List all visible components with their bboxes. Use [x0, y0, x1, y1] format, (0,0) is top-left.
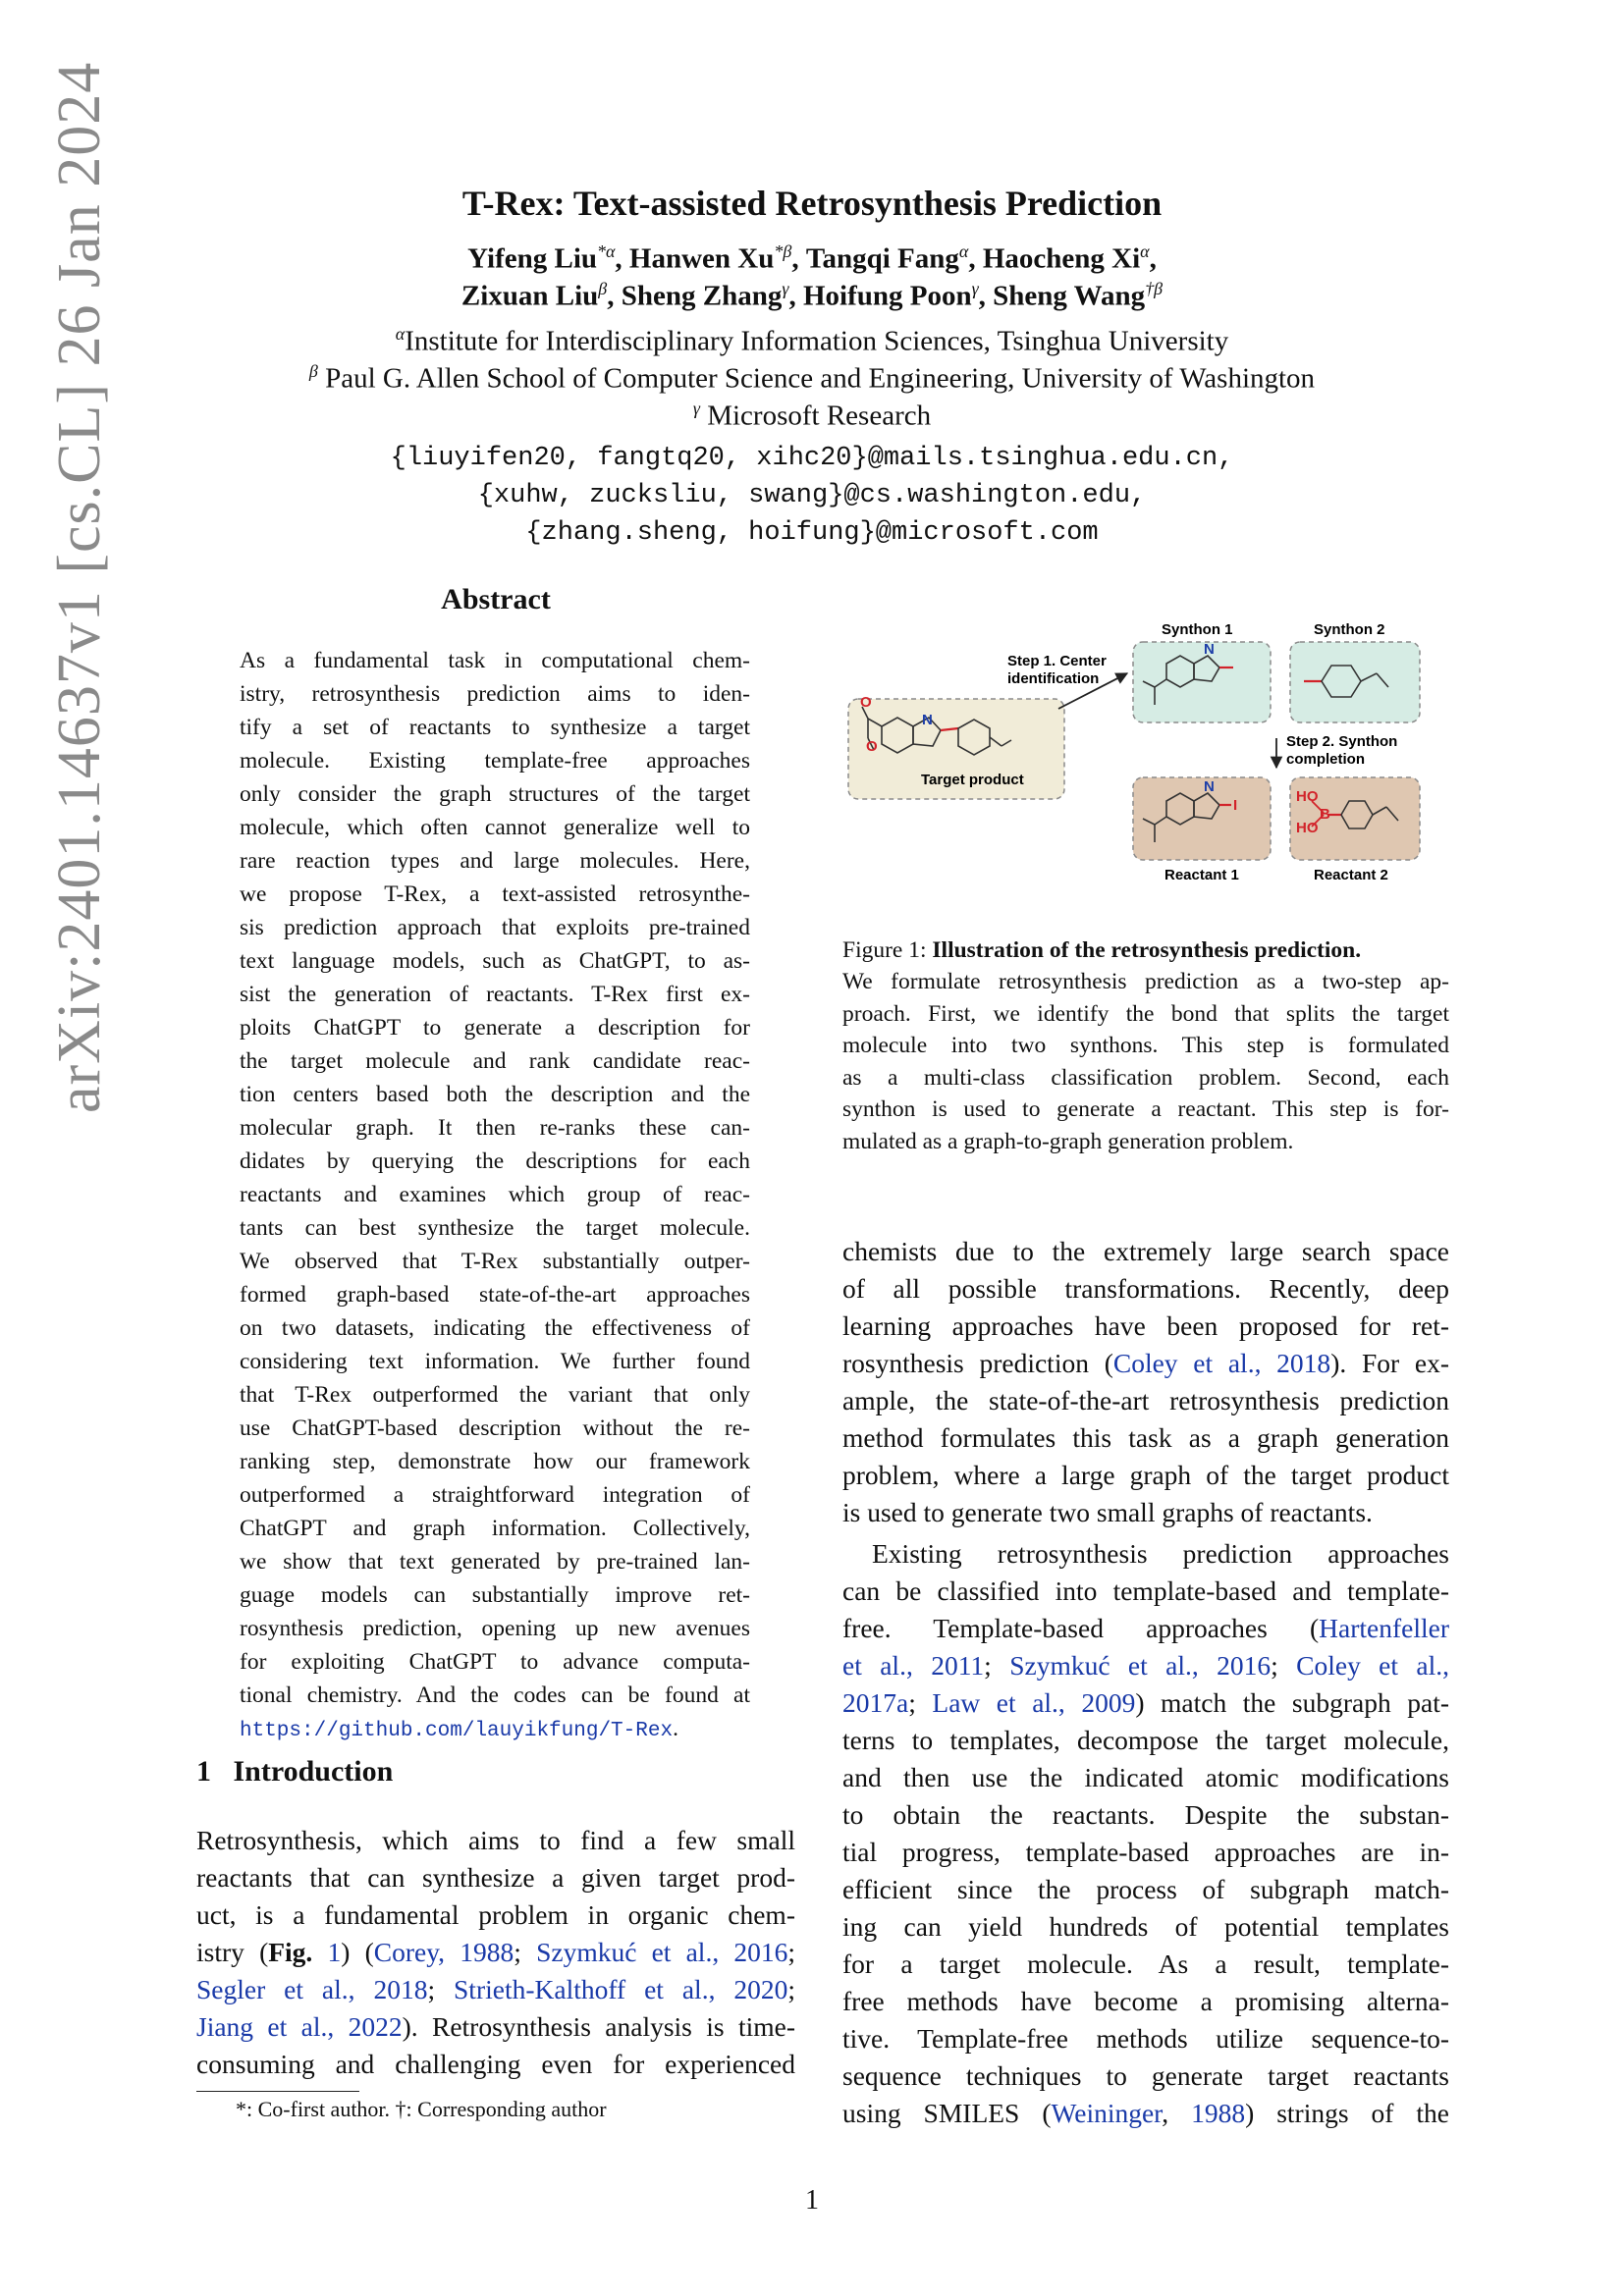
citation-link[interactable]: Szymkuć et al., 2016: [1009, 1650, 1272, 1681]
body-line: and then use the indicated atomic modifications: [842, 1762, 1449, 1792]
author-name: Sheng Zhang: [621, 280, 783, 312]
reactant2-label: Reactant 2: [1314, 867, 1388, 883]
code-repository-link[interactable]: https://github.com/lauyikfung/T-Rex: [240, 1720, 674, 1742]
abstract-line: rare reaction types and large molecules. Here,: [240, 848, 750, 874]
abstract-line: tants can best synthesize the target molecule.: [240, 1215, 750, 1241]
abstract-line: for exploiting ChatGPT to advance computa-: [240, 1649, 750, 1675]
abstract-line: sist the generation of reactants. T-Rex first ex-: [240, 982, 750, 1007]
body-line: ing can yield hundreds of potential templates: [842, 1911, 1449, 1942]
abstract-line: outperformed a straightforward integration of: [240, 1482, 750, 1508]
body-line: tial progress, template-based approaches are in-: [842, 1837, 1449, 1867]
intro-line: uct, is a fundamental problem in organic chem-: [196, 1899, 795, 1930]
author-name: Hoifung Poon: [802, 280, 972, 312]
body-line: ample, the state-of-the-art retrosynthesis prediction: [842, 1385, 1449, 1415]
body-line: 2017a; Law et al., 2009) match the subgraph pat-: [842, 1687, 1450, 1718]
figure-caption-title: Figure 1: Illustration of the retrosynthesis prediction.: [842, 937, 1362, 963]
author-name: Tangqi Fang: [805, 242, 959, 275]
intro-line: Jiang et al., 2022). Retrosynthesis analysis is time-: [196, 2011, 795, 2042]
synthon2-label: Synthon 2: [1314, 621, 1385, 638]
email-line-1: {liuyifen20, fangtq20, xihc20}@mails.tsinghua.edu.cn,: [390, 444, 1234, 473]
paper-title: T-Rex: Text-assisted Retrosynthesis Prediction: [461, 184, 1163, 223]
page-number: 1: [805, 2185, 819, 2216]
atom-label: I: [1233, 797, 1238, 814]
citation-link[interactable]: 2017a: [842, 1687, 909, 1718]
atom-label: HO: [1296, 820, 1319, 836]
citation-link[interactable]: Hartenfeller: [1319, 1613, 1449, 1643]
abstract-line: istry, retrosynthesis prediction aims to iden-: [240, 681, 750, 707]
footnote: *: Co-first author. †: Corresponding author: [236, 2097, 607, 2121]
atom-label: HO: [1296, 788, 1319, 805]
abstract-line: tion centers based both the description and the: [240, 1082, 750, 1107]
atom-label: N: [1204, 641, 1215, 658]
abstract-line: reactants and examines which group of reac-: [240, 1182, 750, 1207]
abstract-line: ranking step, demonstrate how our framework: [240, 1449, 750, 1474]
footnote-rule: [196, 2091, 359, 2092]
body-line: method formulates this task as a graph generation: [842, 1422, 1449, 1453]
body-line: sequence techniques to generate target reactants: [842, 2060, 1449, 2091]
target-product-label: Target product: [921, 772, 1024, 788]
body-line: of all possible transformations. Recently, deep: [842, 1273, 1449, 1304]
citation-link[interactable]: Strieth-Kalthoff et al., 2020: [454, 1974, 788, 2004]
intro-line: Segler et al., 2018; Strieth-Kalthoff et al., 2020;: [196, 1974, 796, 2004]
step2-label: Step 2. Synthon: [1286, 733, 1398, 750]
affiliation-1: $^\alpha$Institute for Interdisciplinary Information Sciences, Tsinghua University: [395, 324, 1229, 357]
author-name: Zixuan Liu: [460, 280, 599, 312]
body-line: efficient since the process of subgraph match-: [842, 1874, 1449, 1904]
figure-retrosynthesis-illustration: [842, 620, 1449, 905]
abstract-line: on two datasets, indicating the effectiveness of: [240, 1315, 750, 1341]
figure-caption-line: We formulate retrosynthesis prediction as a two-step ap-: [842, 969, 1449, 994]
section-number: 1: [196, 1755, 211, 1788]
abstract-line: ChatGPT and graph information. Collectively,: [240, 1516, 750, 1541]
abstract-line: sis prediction approach that exploits pre-trained: [240, 915, 750, 940]
reactant1-box: [1133, 777, 1271, 860]
step1-label: identification: [1007, 670, 1100, 687]
body-line: Existing retrosynthesis prediction approaches: [872, 1538, 1449, 1569]
body-line: free methods have become a promising alterna-: [842, 1986, 1449, 2016]
atom-label: O: [860, 694, 872, 711]
abstract-line: we propose T-Rex, a text-assisted retrosynthe-: [240, 881, 750, 907]
citation-link[interactable]: Corey, 1988: [373, 1937, 514, 1967]
synthon1-label: Synthon 1: [1162, 621, 1233, 638]
author-name: Sheng Wang: [993, 280, 1146, 312]
author-line-2: Zixuan Liu$^\beta$, Sheng Zhang$^\gamma$, Hoifung Poon$^\gamma$, Sheng Wang$^{\dagger\beta}$: [460, 279, 1164, 312]
body-line: rosynthesis prediction (Coley et al., 2018). For ex-: [842, 1348, 1449, 1378]
atom-label: O: [866, 738, 878, 755]
abstract-line: We observed that T-Rex substantially outper-: [240, 1249, 750, 1274]
body-line: free. Template-based approaches (Hartenfeller: [842, 1613, 1449, 1643]
affiliation-3: $^\gamma$ Microsoft Research: [692, 399, 932, 432]
abstract-line: molecule, which often cannot generalize well to: [240, 815, 750, 840]
author-name: Hanwen Xu: [628, 242, 775, 275]
intro-line: reactants that can synthesize a given target prod-: [196, 1862, 795, 1893]
figure-reference: Fig.: [268, 1937, 313, 1967]
abstract-line: the target molecule and rank candidate reac-: [240, 1048, 750, 1074]
body-line: for a target molecule. As a result, template-: [842, 1949, 1449, 1979]
body-line: problem, where a large graph of the target product: [842, 1460, 1449, 1490]
body-line: is used to generate two small graphs of reactants.: [842, 1497, 1373, 1527]
abstract-line: didates by querying the descriptions for each: [240, 1148, 750, 1174]
abstract-line: formed graph-based state-of-the-art approaches: [240, 1282, 750, 1308]
abstract-line: text language models, such as ChatGPT, to as-: [240, 948, 750, 974]
arxiv-stamp: arXiv:2401.14637v1 [cs.CL] 26 Jan 2024: [46, 61, 113, 1113]
email-line-2: {xuhw, zucksliu, swang}@cs.washington.edu,: [477, 481, 1147, 510]
reactant1-label: Reactant 1: [1164, 867, 1239, 883]
body-line: tive. Template-free methods utilize sequence-to-: [842, 2023, 1449, 2054]
abstract-line: that T-Rex outperformed the variant that only: [240, 1382, 750, 1408]
abstract-line: molecular graph. It then re-ranks these can-: [240, 1115, 750, 1141]
abstract-line: considering text information. We further found: [240, 1349, 750, 1374]
figure-caption-line: synthon is used to generate a reactant. This step is for-: [842, 1096, 1449, 1122]
intro-line: Retrosynthesis, which aims to find a few small: [196, 1825, 795, 1855]
figure-link[interactable]: 1: [327, 1937, 342, 1967]
citation-link[interactable]: Jiang et al., 2022: [196, 2011, 403, 2042]
citation-link[interactable]: Coley et al.,: [1296, 1650, 1450, 1681]
citation-link[interactable]: Coley et al., 2018: [1112, 1348, 1331, 1378]
abstract-line: molecule. Existing template-free approaches: [240, 748, 750, 774]
abstract-line: use ChatGPT-based description without the re-: [240, 1415, 750, 1441]
body-line: terns to templates, decompose the target molecule,: [842, 1725, 1449, 1755]
abstract-line: As a fundamental task in computational chem-: [240, 648, 750, 673]
email-line-3: {zhang.sheng, hoifung}@microsoft.com: [525, 518, 1099, 548]
citation-link[interactable]: Law et al., 2009: [932, 1687, 1136, 1718]
atom-label: N: [1204, 778, 1215, 795]
body-line: learning approaches have been proposed for ret-: [842, 1310, 1449, 1341]
citation-link[interactable]: et al., 2011: [842, 1650, 985, 1681]
citation-link[interactable]: Weininger: [1051, 2098, 1163, 2128]
abstract-line: tional chemistry. And the codes can be found at: [240, 1682, 750, 1708]
citation-link[interactable]: Szymkuć et al., 2016: [536, 1937, 788, 1967]
author-line-1: Yifeng Liu$^{*\alpha}$, Hanwen $Xu^{*\beta}$, Tangqi Fang$^\alpha$, Haocheng $Xi^\alpha$,: [467, 241, 1157, 275]
abstract-line: only consider the graph structures of the target: [240, 781, 750, 807]
author-name: Haocheng Xi: [982, 242, 1141, 275]
abstract-line: guage models can substantially improve ret-: [240, 1582, 750, 1608]
figure-caption-line: mulated as a graph-to-graph generation problem.: [842, 1128, 1294, 1154]
section-title: Introduction: [233, 1755, 394, 1788]
affiliation-2: $^\beta$ Paul G. Allen School of Computer Science and Engineering, University of Washington: [308, 361, 1316, 395]
citation-link[interactable]: Segler et al., 2018: [196, 1974, 428, 2004]
body-line: et al., 2011; Szymkuć et al., 2016; Coley et al.,: [842, 1650, 1450, 1681]
figure-caption-line: molecule into two synthons. This step is formulated: [842, 1033, 1449, 1058]
step1-label: Step 1. Center: [1007, 653, 1107, 669]
synthon1-box: [1133, 642, 1271, 722]
abstract-line: tify a set of reactants to synthesize a target: [240, 715, 750, 740]
intro-line: istry (Fig. 1) (Corey, 1988; Szymkuć et al., 2016;: [196, 1937, 796, 1967]
body-line: chemists due to the extremely large search space: [842, 1236, 1449, 1266]
step2-label: completion: [1286, 751, 1366, 768]
section-heading-introduction: [196, 1755, 393, 1789]
intro-line: consuming and challenging even for experienced: [196, 2049, 795, 2079]
abstract-line: we show that text generated by pre-trained lan-: [240, 1549, 750, 1575]
figure-caption-line: proach. First, we identify the bond that splits the target: [842, 1000, 1449, 1027]
abstract-line: ploits ChatGPT to generate a description for: [240, 1015, 750, 1041]
atom-label: B: [1320, 806, 1330, 823]
figure-caption-line: as a multi-class classification problem. Second, each: [842, 1064, 1449, 1091]
body-line: using SMILES (Weininger, 1988) strings of the: [842, 2098, 1449, 2128]
citation-link[interactable]: 1988: [1191, 2098, 1246, 2128]
author-name: Yifeng Liu: [467, 242, 597, 275]
abstract-heading: Abstract: [441, 583, 551, 615]
abstract-line: https://github.com/lauyikfung/T-Rex.: [240, 1716, 678, 1742]
atom-label: N: [922, 712, 933, 728]
body-line: can be classified into template-based and template-: [842, 1575, 1449, 1606]
abstract-line: rosynthesis prediction, opening up new avenues: [240, 1616, 750, 1641]
body-line: to obtain the reactants. Despite the substan-: [842, 1799, 1449, 1830]
